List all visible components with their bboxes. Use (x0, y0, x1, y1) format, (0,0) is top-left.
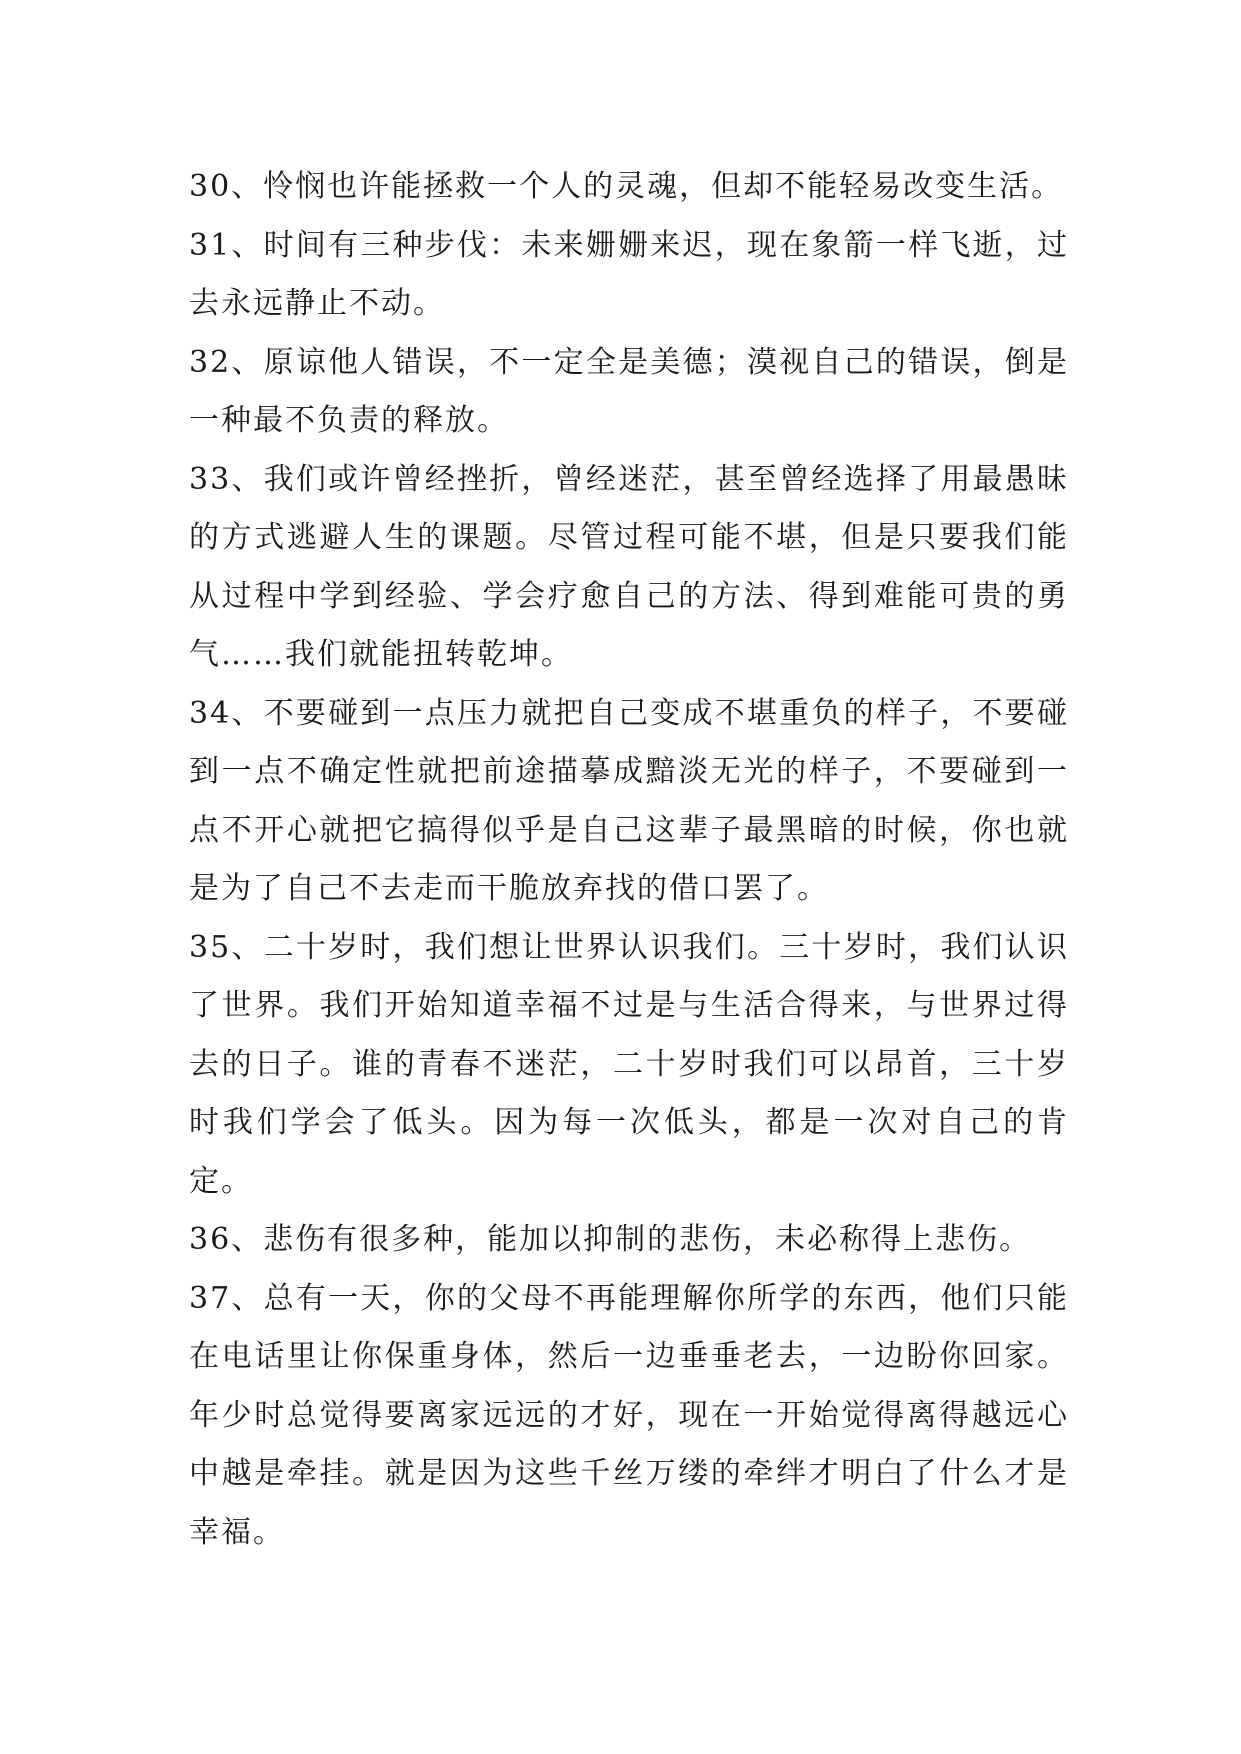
document-body (189, 158, 1069, 1562)
paragraph-32: 32、原谅他人错误，不一定全是美德；漠视自己的错误，倒是一种最不负责的释放。 (189, 344, 1069, 438)
paragraph-34: 34、不要碰到一点压力就把自己变成不堪重负的样子，不要碰到一点不确定性就把前途描摹成黯淡无光的样子，不要碰到一点不开心就把它搞得似乎是自己这辈子最黑暗的时候，你也就是为了自己不去走而干脆放弃找的借口罢了。 (189, 695, 1069, 906)
paragraph-33: 33、我们或许曾经挫折，曾经迷茫，甚至曾经选择了用最愚昧的方式逃避人生的课题。尽管过程可能不堪，但是只要我们能从过程中学到经验、学会疗愈自己的方法、得到难能可贵的勇气……我们就能扭转乾坤。 (189, 461, 1069, 672)
paragraph-35: 35、二十岁时，我们想让世界认识我们。三十岁时，我们认识了世界。我们开始知道幸福不过是与生活合得来，与世界过得去的日子。谁的青春不迷茫，二十岁时我们可以昂首，三十岁时我们学会了低头。因为每一次低头，都是一次对自己的肯定。 (189, 929, 1069, 1199)
paragraph-31: 31、时间有三种步伐：未来姗姗来迟，现在象箭一样飞逝，过去永远静止不动。 (189, 227, 1069, 321)
paragraph-37: 37、总有一天，你的父母不再能理解你所学的东西，他们只能在电话里让你保重身体，然后一边垂垂老去，一边盼你回家。年少时总觉得要离家远远的才好，现在一开始觉得离得越远心中越是牵挂。就是因为这些千丝万缕的牵绊才明白了什么才是幸福。 (189, 1280, 1069, 1550)
paragraph-30: 30、怜悯也许能拯救一个人的灵魂，但却不能轻易改变生活。 (189, 169, 1064, 204)
paragraph-36: 36、悲伤有很多种，能加以抑制的悲伤，未必称得上悲伤。 (189, 1222, 1032, 1257)
